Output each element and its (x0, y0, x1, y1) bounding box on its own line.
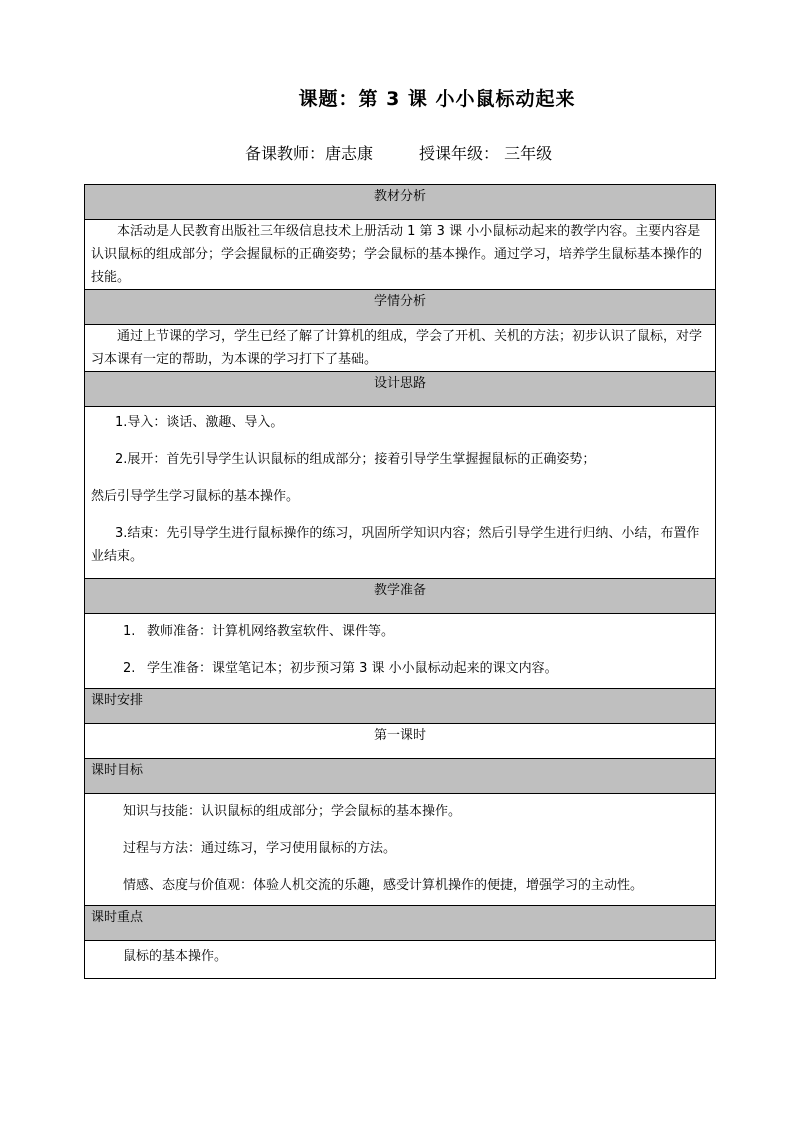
section-header-materials (85, 185, 716, 220)
section-header-design (85, 372, 716, 407)
grade-label: 授课年级： 三年级 (419, 144, 553, 163)
students-heading: 学情分析 (85, 290, 716, 325)
students-text: 通过上节课的学习，学生已经了解了计算机的组成，学会了开机、关机的方法；初步认识了鼠标，对学习本课有一定的帮助，为本课的学习打下了基础。 (91, 329, 703, 367)
schedule-heading: 课时安排 (85, 689, 716, 724)
students-body (85, 325, 716, 372)
design-item-2-cont: 然后引导学生学习鼠标的基本操作。 (91, 489, 300, 504)
section-header-goals (85, 759, 716, 794)
design-item-1: 1.导入：谈话、激趣、导入。 (115, 415, 284, 430)
materials-heading: 教材分析 (85, 185, 716, 220)
goal-emotion: 情感、态度与价值观：体验人机交流的乐趣，感受计算机操作的便捷，增强学习的主动性。 (123, 878, 644, 893)
lesson-plan-table (84, 184, 716, 979)
focus-body (85, 941, 716, 979)
section-header-schedule (85, 689, 716, 724)
page-title: 课题：第 3 课 小小鼠标动起来 (298, 88, 576, 110)
goal-process: 过程与方法：通过练习，学习使用鼠标的方法。 (123, 841, 397, 856)
lesson-meta (245, 141, 552, 164)
goals-heading: 课时目标 (85, 759, 716, 794)
section-header-prep (85, 579, 716, 614)
materials-body (85, 220, 716, 290)
focus-heading: 课时重点 (85, 906, 716, 941)
section-header-focus (85, 906, 716, 941)
schedule-period: 第一课时 (85, 724, 716, 759)
design-body (85, 407, 716, 579)
prep-item: 1. 教师准备：计算机网络教室软件、课件等。 (123, 624, 395, 639)
design-item-3: 3.结束：先引导学生进行鼠标操作的练习，巩固所学知识内容；然后引导学生进行归纳、小结，布置作业结束。 (91, 526, 700, 564)
teacher-label: 备课教师：唐志康 (245, 144, 374, 163)
focus-text: 鼠标的基本操作。 (123, 949, 228, 964)
design-heading: 设计思路 (85, 372, 716, 407)
goals-body (85, 794, 716, 906)
section-header-students (85, 290, 716, 325)
goal-knowledge: 知识与技能：认识鼠标的组成部分；学会鼠标的基本操作。 (123, 804, 462, 819)
materials-text: 本活动是人民教育出版社三年级信息技术上册活动 1 第 3 课 小小鼠标动起来的教学内容。主要内容是认识鼠标的组成部分；学会握鼠标的正确姿势；学会鼠标的基本操作。通过学习，培养学生鼠标基本操作的技能。 (91, 224, 703, 285)
prep-heading: 教学准备 (85, 579, 716, 614)
prep-item: 2. 学生准备：课堂笔记本；初步预习第 3 课 小小鼠标动起来的课文内容。 (123, 661, 558, 676)
prep-body (85, 614, 716, 689)
design-item-2: 2.展开：首先引导学生认识鼠标的组成部分；接着引导学生掌握握鼠标的正确姿势； (115, 452, 596, 467)
